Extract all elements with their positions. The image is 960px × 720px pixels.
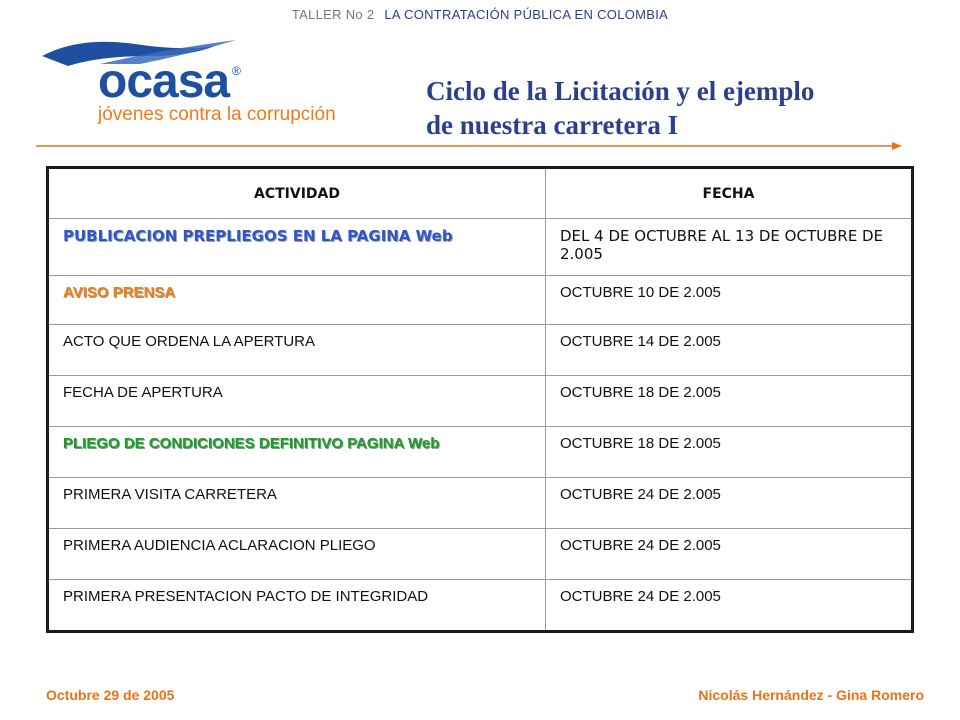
column-header-date: FECHA <box>546 168 913 219</box>
table-row <box>48 219 913 276</box>
activity-cell: PRIMERA VISITA CARRETERA <box>48 478 546 529</box>
activity-cell: ACTO QUE ORDENA LA APERTURA <box>48 325 546 376</box>
ocasa-logo <box>40 34 340 134</box>
slide-title-line-1: Ciclo de la Licitación y el ejemplo <box>426 76 815 106</box>
table-row <box>48 427 913 478</box>
logo-tagline: jóvenes contra la corrupción <box>98 104 336 125</box>
date-cell: OCTUBRE 24 DE 2.005 <box>546 478 913 529</box>
workshop-label: TALLER No 2 <box>291 7 375 22</box>
title-divider-arrow-icon <box>36 136 906 152</box>
activity-cell: PRIMERA AUDIENCIA ACLARACION PLIEGO <box>48 529 546 580</box>
date-cell: OCTUBRE 24 DE 2.005 <box>546 580 913 632</box>
slide-header <box>0 7 960 22</box>
date-cell: OCTUBRE 10 DE 2.005 <box>546 276 913 325</box>
date-cell: OCTUBRE 18 DE 2.005 <box>546 376 913 427</box>
registered-mark: ® <box>232 64 241 78</box>
table-row <box>48 478 913 529</box>
table-row <box>48 580 913 632</box>
table-row <box>48 529 913 580</box>
schedule-table <box>46 166 914 633</box>
footer-authors: Nicolás Hernández - Gina Romero <box>698 687 924 703</box>
date-cell: OCTUBRE 18 DE 2.005 <box>546 427 913 478</box>
table-row <box>48 276 913 325</box>
workshop-title: LA CONTRATACIÓN PÚBLICA EN COLOMBIA <box>384 7 669 22</box>
table-row <box>48 376 913 427</box>
slide-title-line-2: de nuestra carretera I <box>426 110 679 140</box>
column-header-activity: ACTIVIDAD <box>48 168 546 219</box>
activity-text: AVISO PRENSA <box>63 284 176 301</box>
date-cell: DEL 4 DE OCTUBRE AL 13 DE OCTUBRE DE 2.005 <box>546 219 913 276</box>
activity-text: PUBLICACION PREPLIEGOS EN LA PAGINA Web <box>63 227 453 245</box>
logo-wordmark: ocasa <box>98 55 230 108</box>
table-header-row <box>48 168 913 219</box>
date-cell: OCTUBRE 14 DE 2.005 <box>546 325 913 376</box>
activity-cell <box>48 276 546 325</box>
activity-cell: FECHA DE APERTURA <box>48 376 546 427</box>
slide-title <box>426 74 926 142</box>
date-cell: OCTUBRE 24 DE 2.005 <box>546 529 913 580</box>
activity-cell: PRIMERA PRESENTACION PACTO DE INTEGRIDAD <box>48 580 546 632</box>
table-row <box>48 325 913 376</box>
footer-date: Octubre 29 de 2005 <box>46 687 175 703</box>
activity-cell <box>48 219 546 276</box>
activity-cell <box>48 427 546 478</box>
activity-text: PLIEGO DE CONDICIONES DEFINITIVO PAGINA Web <box>63 435 440 452</box>
